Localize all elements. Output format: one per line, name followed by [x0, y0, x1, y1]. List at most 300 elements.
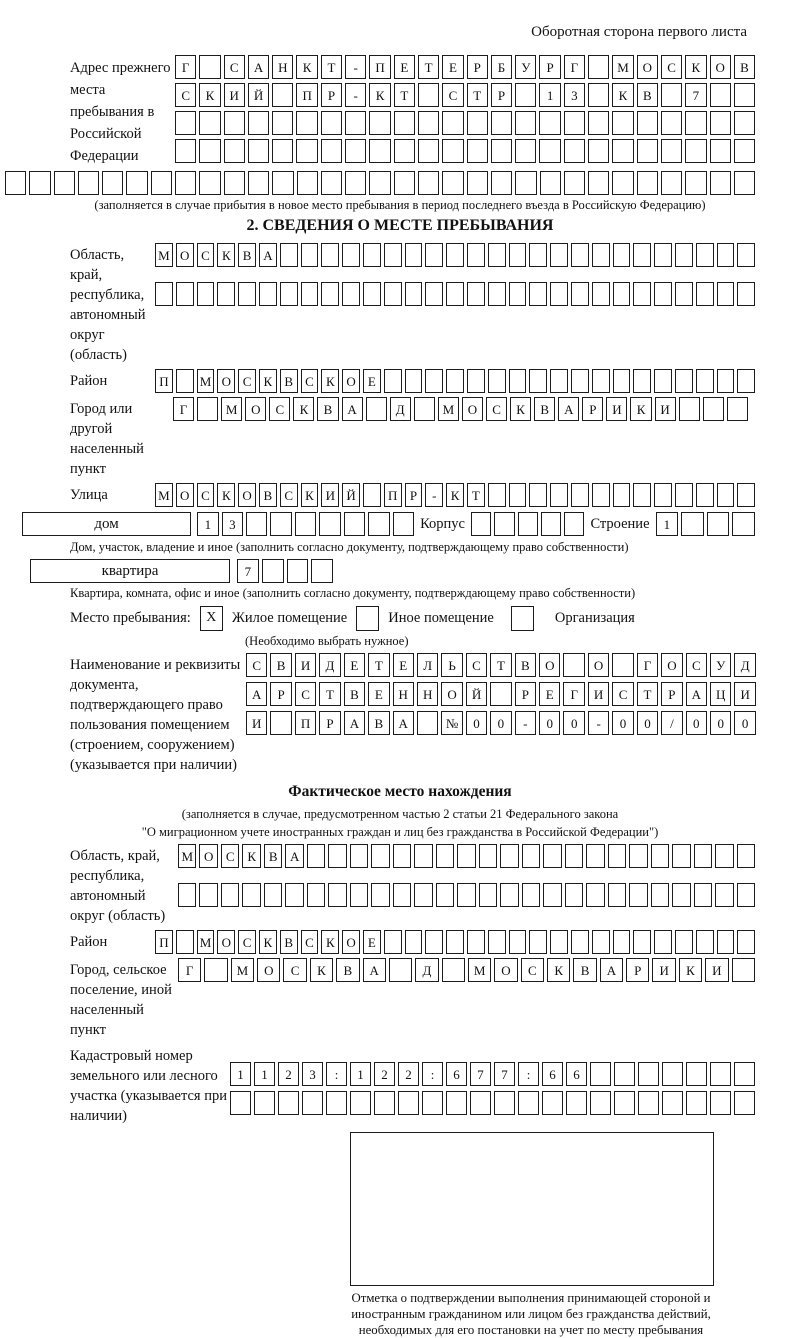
form-cell[interactable]: Т — [321, 55, 342, 79]
form-cell[interactable] — [297, 171, 318, 195]
form-cell[interactable] — [662, 1062, 683, 1086]
form-cell[interactable]: К — [679, 958, 702, 982]
form-cell[interactable] — [369, 171, 390, 195]
form-cell[interactable] — [238, 282, 256, 306]
form-cell[interactable] — [637, 139, 658, 163]
form-cell[interactable] — [540, 171, 561, 195]
form-cell[interactable]: В — [336, 958, 359, 982]
form-cell[interactable] — [694, 883, 712, 907]
form-cell[interactable]: 6 — [446, 1062, 467, 1086]
form-cell[interactable]: О — [637, 55, 658, 79]
form-cell[interactable] — [246, 512, 267, 536]
form-cell[interactable] — [394, 171, 415, 195]
form-cell[interactable] — [734, 1062, 755, 1086]
form-cell[interactable]: С — [280, 483, 298, 507]
form-cell[interactable] — [550, 243, 568, 267]
form-cell[interactable] — [675, 243, 693, 267]
form-cell[interactable] — [393, 844, 411, 868]
form-cell[interactable] — [613, 243, 631, 267]
form-cell[interactable] — [592, 282, 610, 306]
form-cell[interactable] — [175, 171, 196, 195]
form-cell[interactable]: К — [369, 83, 390, 107]
form-cell[interactable]: Т — [490, 653, 511, 677]
form-cell[interactable] — [467, 171, 488, 195]
stay-type-checkbox-residential[interactable]: X — [200, 606, 223, 631]
form-cell[interactable] — [224, 139, 245, 163]
form-cell[interactable] — [661, 111, 682, 135]
form-cell[interactable] — [588, 111, 609, 135]
form-cell[interactable] — [457, 844, 475, 868]
form-cell[interactable]: Р — [661, 682, 682, 706]
form-cell[interactable] — [374, 1091, 395, 1115]
form-cell[interactable] — [301, 282, 319, 306]
region-row-1[interactable] — [155, 243, 755, 267]
form-cell[interactable] — [344, 512, 365, 536]
form-cell[interactable] — [696, 930, 714, 954]
form-cell[interactable]: О — [217, 930, 235, 954]
form-cell[interactable]: О — [176, 243, 194, 267]
form-cell[interactable] — [491, 171, 512, 195]
form-cell[interactable]: О — [257, 958, 280, 982]
form-cell[interactable] — [566, 1091, 587, 1115]
form-cell[interactable] — [550, 369, 568, 393]
form-cell[interactable]: Р — [582, 397, 603, 421]
form-cell[interactable]: Е — [393, 653, 414, 677]
form-cell[interactable]: 0 — [563, 711, 584, 735]
form-cell[interactable] — [542, 1091, 563, 1115]
form-cell[interactable] — [371, 883, 389, 907]
form-cell[interactable] — [685, 171, 706, 195]
form-cell[interactable] — [734, 139, 755, 163]
form-cell[interactable]: Р — [270, 682, 291, 706]
form-cell[interactable] — [672, 883, 690, 907]
form-cell[interactable]: М — [438, 397, 459, 421]
form-cell[interactable] — [417, 711, 438, 735]
form-cell[interactable] — [654, 243, 672, 267]
form-cell[interactable]: К — [321, 369, 339, 393]
form-cell[interactable] — [672, 844, 690, 868]
street-row[interactable] — [155, 483, 755, 507]
form-cell[interactable]: - — [425, 483, 443, 507]
form-cell[interactable]: А — [246, 682, 267, 706]
form-cell[interactable] — [651, 844, 669, 868]
form-cell[interactable] — [296, 111, 317, 135]
form-cell[interactable] — [479, 883, 497, 907]
form-cell[interactable] — [590, 1062, 611, 1086]
form-cell[interactable] — [529, 282, 547, 306]
form-cell[interactable] — [717, 483, 735, 507]
form-cell[interactable] — [311, 559, 333, 583]
form-cell[interactable]: Т — [394, 83, 415, 107]
document-row-2[interactable] — [246, 682, 756, 706]
form-cell[interactable] — [509, 243, 527, 267]
form-cell[interactable] — [515, 139, 536, 163]
form-cell[interactable]: Р — [467, 55, 488, 79]
form-cell[interactable] — [734, 1091, 755, 1115]
form-cell[interactable] — [422, 1091, 443, 1115]
form-cell[interactable] — [494, 1091, 515, 1115]
prev-address-row-1[interactable] — [175, 55, 755, 79]
form-cell[interactable] — [633, 930, 651, 954]
form-cell[interactable]: В — [238, 243, 256, 267]
document-row-1[interactable] — [246, 653, 756, 677]
form-cell[interactable] — [515, 83, 536, 107]
form-cell[interactable]: С — [246, 653, 267, 677]
form-cell[interactable]: И — [224, 83, 245, 107]
form-cell[interactable] — [681, 512, 704, 536]
form-cell[interactable]: Р — [405, 483, 423, 507]
form-cell[interactable] — [737, 930, 755, 954]
form-cell[interactable] — [539, 139, 560, 163]
form-cell[interactable]: В — [264, 844, 282, 868]
form-cell[interactable]: М — [197, 369, 215, 393]
form-cell[interactable] — [679, 397, 700, 421]
prev-address-overflow-row[interactable] — [5, 171, 755, 195]
form-cell[interactable] — [328, 883, 346, 907]
actual-region-row-2[interactable] — [178, 883, 755, 907]
form-cell[interactable]: К — [630, 397, 651, 421]
form-cell[interactable] — [321, 171, 342, 195]
city-row[interactable] — [173, 397, 748, 421]
form-cell[interactable]: Е — [344, 653, 365, 677]
form-cell[interactable] — [571, 243, 589, 267]
form-cell[interactable] — [102, 171, 123, 195]
form-cell[interactable]: О — [238, 483, 256, 507]
form-cell[interactable] — [384, 369, 402, 393]
form-cell[interactable]: Б — [491, 55, 512, 79]
form-cell[interactable] — [529, 369, 547, 393]
form-cell[interactable] — [371, 844, 389, 868]
form-cell[interactable] — [446, 243, 464, 267]
form-cell[interactable] — [248, 111, 269, 135]
form-cell[interactable]: 0 — [490, 711, 511, 735]
form-cell[interactable] — [467, 111, 488, 135]
form-cell[interactable]: М — [197, 930, 215, 954]
form-cell[interactable] — [199, 55, 220, 79]
form-cell[interactable] — [321, 243, 339, 267]
form-cell[interactable]: П — [369, 55, 390, 79]
form-cell[interactable]: П — [155, 930, 173, 954]
form-cell[interactable] — [522, 844, 540, 868]
form-cell[interactable] — [307, 883, 325, 907]
form-cell[interactable] — [405, 282, 423, 306]
form-cell[interactable] — [592, 243, 610, 267]
prev-address-row-2[interactable] — [175, 83, 755, 107]
form-cell[interactable]: К — [301, 483, 319, 507]
form-cell[interactable] — [633, 243, 651, 267]
form-cell[interactable]: Д — [415, 958, 438, 982]
form-cell[interactable]: 2 — [374, 1062, 395, 1086]
form-cell[interactable]: Г — [173, 397, 194, 421]
form-cell[interactable]: - — [515, 711, 536, 735]
form-cell[interactable] — [638, 1062, 659, 1086]
form-cell[interactable] — [737, 883, 755, 907]
form-cell[interactable]: М — [155, 483, 173, 507]
form-cell[interactable] — [734, 171, 755, 195]
form-cell[interactable]: П — [384, 483, 402, 507]
form-cell[interactable]: Р — [515, 682, 536, 706]
form-cell[interactable] — [613, 930, 631, 954]
form-cell[interactable] — [307, 844, 325, 868]
form-cell[interactable] — [661, 139, 682, 163]
form-cell[interactable] — [425, 369, 443, 393]
form-cell[interactable] — [717, 930, 735, 954]
form-cell[interactable]: Е — [363, 930, 381, 954]
form-cell[interactable] — [321, 139, 342, 163]
form-cell[interactable] — [54, 171, 75, 195]
form-cell[interactable]: О — [176, 483, 194, 507]
form-cell[interactable] — [675, 483, 693, 507]
form-cell[interactable]: Т — [467, 483, 485, 507]
form-cell[interactable] — [529, 930, 547, 954]
form-cell[interactable]: К — [217, 243, 235, 267]
form-cell[interactable] — [696, 282, 714, 306]
form-cell[interactable] — [321, 111, 342, 135]
form-cell[interactable] — [592, 483, 610, 507]
form-cell[interactable] — [425, 930, 443, 954]
form-cell[interactable]: 1 — [197, 512, 218, 536]
form-cell[interactable] — [176, 930, 194, 954]
form-cell[interactable]: Т — [319, 682, 340, 706]
form-cell[interactable] — [637, 111, 658, 135]
form-cell[interactable] — [613, 369, 631, 393]
form-cell[interactable] — [686, 1062, 707, 1086]
form-cell[interactable]: В — [534, 397, 555, 421]
form-cell[interactable] — [295, 512, 316, 536]
form-cell[interactable] — [651, 883, 669, 907]
form-cell[interactable] — [571, 369, 589, 393]
form-cell[interactable]: И — [295, 653, 316, 677]
form-cell[interactable]: Й — [466, 682, 487, 706]
form-cell[interactable]: С — [612, 682, 633, 706]
form-cell[interactable]: И — [588, 682, 609, 706]
form-cell[interactable]: М — [221, 397, 242, 421]
form-cell[interactable] — [301, 243, 319, 267]
form-cell[interactable] — [342, 243, 360, 267]
form-cell[interactable] — [491, 139, 512, 163]
form-cell[interactable] — [550, 282, 568, 306]
form-cell[interactable] — [224, 111, 245, 135]
form-cell[interactable]: Е — [394, 55, 415, 79]
form-cell[interactable]: 0 — [612, 711, 633, 735]
form-cell[interactable]: А — [393, 711, 414, 735]
form-cell[interactable] — [155, 282, 173, 306]
form-cell[interactable]: Е — [539, 682, 560, 706]
form-cell[interactable] — [350, 844, 368, 868]
form-cell[interactable] — [737, 483, 755, 507]
form-cell[interactable] — [302, 1091, 323, 1115]
form-cell[interactable] — [564, 171, 585, 195]
form-cell[interactable] — [608, 844, 626, 868]
form-cell[interactable]: И — [606, 397, 627, 421]
form-cell[interactable]: В — [270, 653, 291, 677]
form-cell[interactable] — [734, 83, 755, 107]
form-cell[interactable] — [629, 883, 647, 907]
form-cell[interactable]: 0 — [539, 711, 560, 735]
form-cell[interactable] — [592, 369, 610, 393]
form-cell[interactable] — [488, 243, 506, 267]
form-cell[interactable]: О — [539, 653, 560, 677]
form-cell[interactable] — [715, 883, 733, 907]
form-cell[interactable]: К — [612, 83, 633, 107]
form-cell[interactable] — [436, 844, 454, 868]
form-cell[interactable] — [614, 1062, 635, 1086]
form-cell[interactable]: В — [368, 711, 389, 735]
form-cell[interactable] — [272, 111, 293, 135]
form-cell[interactable] — [414, 844, 432, 868]
form-cell[interactable]: М — [612, 55, 633, 79]
form-cell[interactable] — [393, 883, 411, 907]
form-cell[interactable]: У — [710, 653, 731, 677]
form-cell[interactable] — [500, 844, 518, 868]
form-cell[interactable] — [654, 483, 672, 507]
form-cell[interactable] — [588, 55, 609, 79]
form-cell[interactable]: - — [345, 55, 366, 79]
form-cell[interactable]: К — [321, 930, 339, 954]
form-cell[interactable] — [467, 139, 488, 163]
form-cell[interactable]: 7 — [494, 1062, 515, 1086]
form-cell[interactable] — [509, 282, 527, 306]
form-cell[interactable] — [515, 171, 536, 195]
form-cell[interactable]: В — [734, 55, 755, 79]
form-cell[interactable] — [707, 512, 730, 536]
form-cell[interactable] — [436, 883, 454, 907]
form-cell[interactable] — [613, 483, 631, 507]
form-cell[interactable] — [425, 243, 443, 267]
form-cell[interactable] — [363, 243, 381, 267]
form-cell[interactable] — [608, 883, 626, 907]
form-cell[interactable]: С — [224, 55, 245, 79]
form-cell[interactable] — [197, 397, 218, 421]
form-cell[interactable]: В — [317, 397, 338, 421]
form-cell[interactable] — [467, 369, 485, 393]
form-cell[interactable]: Й — [248, 83, 269, 107]
form-cell[interactable] — [529, 243, 547, 267]
form-cell[interactable]: С — [466, 653, 487, 677]
form-cell[interactable]: М — [155, 243, 173, 267]
form-cell[interactable]: И — [652, 958, 675, 982]
form-cell[interactable]: И — [705, 958, 728, 982]
form-cell[interactable] — [539, 111, 560, 135]
form-cell[interactable]: Р — [321, 83, 342, 107]
form-cell[interactable] — [197, 282, 215, 306]
form-cell[interactable] — [710, 171, 731, 195]
form-cell[interactable] — [224, 171, 245, 195]
form-cell[interactable]: № — [441, 711, 462, 735]
form-cell[interactable]: К — [296, 55, 317, 79]
form-cell[interactable]: С — [197, 483, 215, 507]
form-cell[interactable] — [230, 1091, 251, 1115]
form-cell[interactable] — [710, 111, 731, 135]
form-cell[interactable]: - — [345, 83, 366, 107]
form-cell[interactable]: 2 — [278, 1062, 299, 1086]
form-cell[interactable] — [345, 139, 366, 163]
form-cell[interactable] — [176, 282, 194, 306]
form-cell[interactable] — [490, 682, 511, 706]
form-cell[interactable]: А — [558, 397, 579, 421]
form-cell[interactable]: К — [685, 55, 706, 79]
form-cell[interactable]: С — [686, 653, 707, 677]
form-cell[interactable]: С — [301, 930, 319, 954]
form-cell[interactable] — [737, 844, 755, 868]
form-cell[interactable] — [710, 139, 731, 163]
form-cell[interactable] — [151, 171, 172, 195]
form-cell[interactable] — [366, 397, 387, 421]
form-cell[interactable] — [571, 282, 589, 306]
form-cell[interactable]: К — [242, 844, 260, 868]
form-cell[interactable]: О — [217, 369, 235, 393]
form-cell[interactable] — [270, 512, 291, 536]
form-cell[interactable] — [654, 930, 672, 954]
form-cell[interactable] — [296, 139, 317, 163]
form-cell[interactable]: 3 — [222, 512, 243, 536]
form-cell[interactable] — [446, 282, 464, 306]
form-cell[interactable] — [479, 844, 497, 868]
form-cell[interactable] — [588, 171, 609, 195]
district-row[interactable] — [155, 369, 755, 393]
form-cell[interactable]: 6 — [542, 1062, 563, 1086]
form-cell[interactable]: А — [248, 55, 269, 79]
form-cell[interactable] — [543, 844, 561, 868]
form-cell[interactable] — [571, 483, 589, 507]
form-cell[interactable] — [405, 930, 423, 954]
form-cell[interactable] — [398, 1091, 419, 1115]
form-cell[interactable] — [685, 139, 706, 163]
form-cell[interactable] — [254, 1091, 275, 1115]
form-cell[interactable] — [321, 282, 339, 306]
actual-region-row-1[interactable] — [178, 844, 755, 868]
form-cell[interactable] — [442, 958, 465, 982]
form-cell[interactable]: Г — [175, 55, 196, 79]
form-cell[interactable] — [612, 171, 633, 195]
form-cell[interactable]: Р — [626, 958, 649, 982]
form-cell[interactable] — [563, 653, 584, 677]
form-cell[interactable]: С — [301, 369, 319, 393]
form-cell[interactable] — [259, 282, 277, 306]
form-cell[interactable]: Т — [418, 55, 439, 79]
form-cell[interactable] — [242, 883, 260, 907]
form-cell[interactable]: К — [446, 483, 464, 507]
form-cell[interactable] — [494, 512, 514, 536]
form-cell[interactable] — [717, 369, 735, 393]
form-cell[interactable] — [471, 512, 491, 536]
form-cell[interactable] — [612, 111, 633, 135]
form-cell[interactable]: 1 — [539, 83, 560, 107]
form-cell[interactable]: О — [342, 930, 360, 954]
form-cell[interactable] — [696, 483, 714, 507]
form-cell[interactable] — [418, 111, 439, 135]
cadastral-row-2[interactable] — [230, 1091, 755, 1115]
form-cell[interactable] — [248, 171, 269, 195]
form-cell[interactable]: М — [468, 958, 491, 982]
form-cell[interactable]: Д — [390, 397, 411, 421]
form-cell[interactable] — [470, 1091, 491, 1115]
form-cell[interactable]: И — [655, 397, 676, 421]
form-cell[interactable] — [389, 958, 412, 982]
form-cell[interactable] — [654, 282, 672, 306]
form-cell[interactable] — [565, 844, 583, 868]
structure-cells[interactable] — [656, 512, 756, 536]
form-cell[interactable]: : — [422, 1062, 443, 1086]
form-cell[interactable] — [710, 1062, 731, 1086]
form-cell[interactable]: Т — [467, 83, 488, 107]
form-cell[interactable] — [564, 139, 585, 163]
form-cell[interactable]: М — [231, 958, 254, 982]
form-cell[interactable] — [732, 512, 755, 536]
form-cell[interactable]: А — [259, 243, 277, 267]
form-cell[interactable] — [270, 711, 291, 735]
form-cell[interactable] — [175, 111, 196, 135]
